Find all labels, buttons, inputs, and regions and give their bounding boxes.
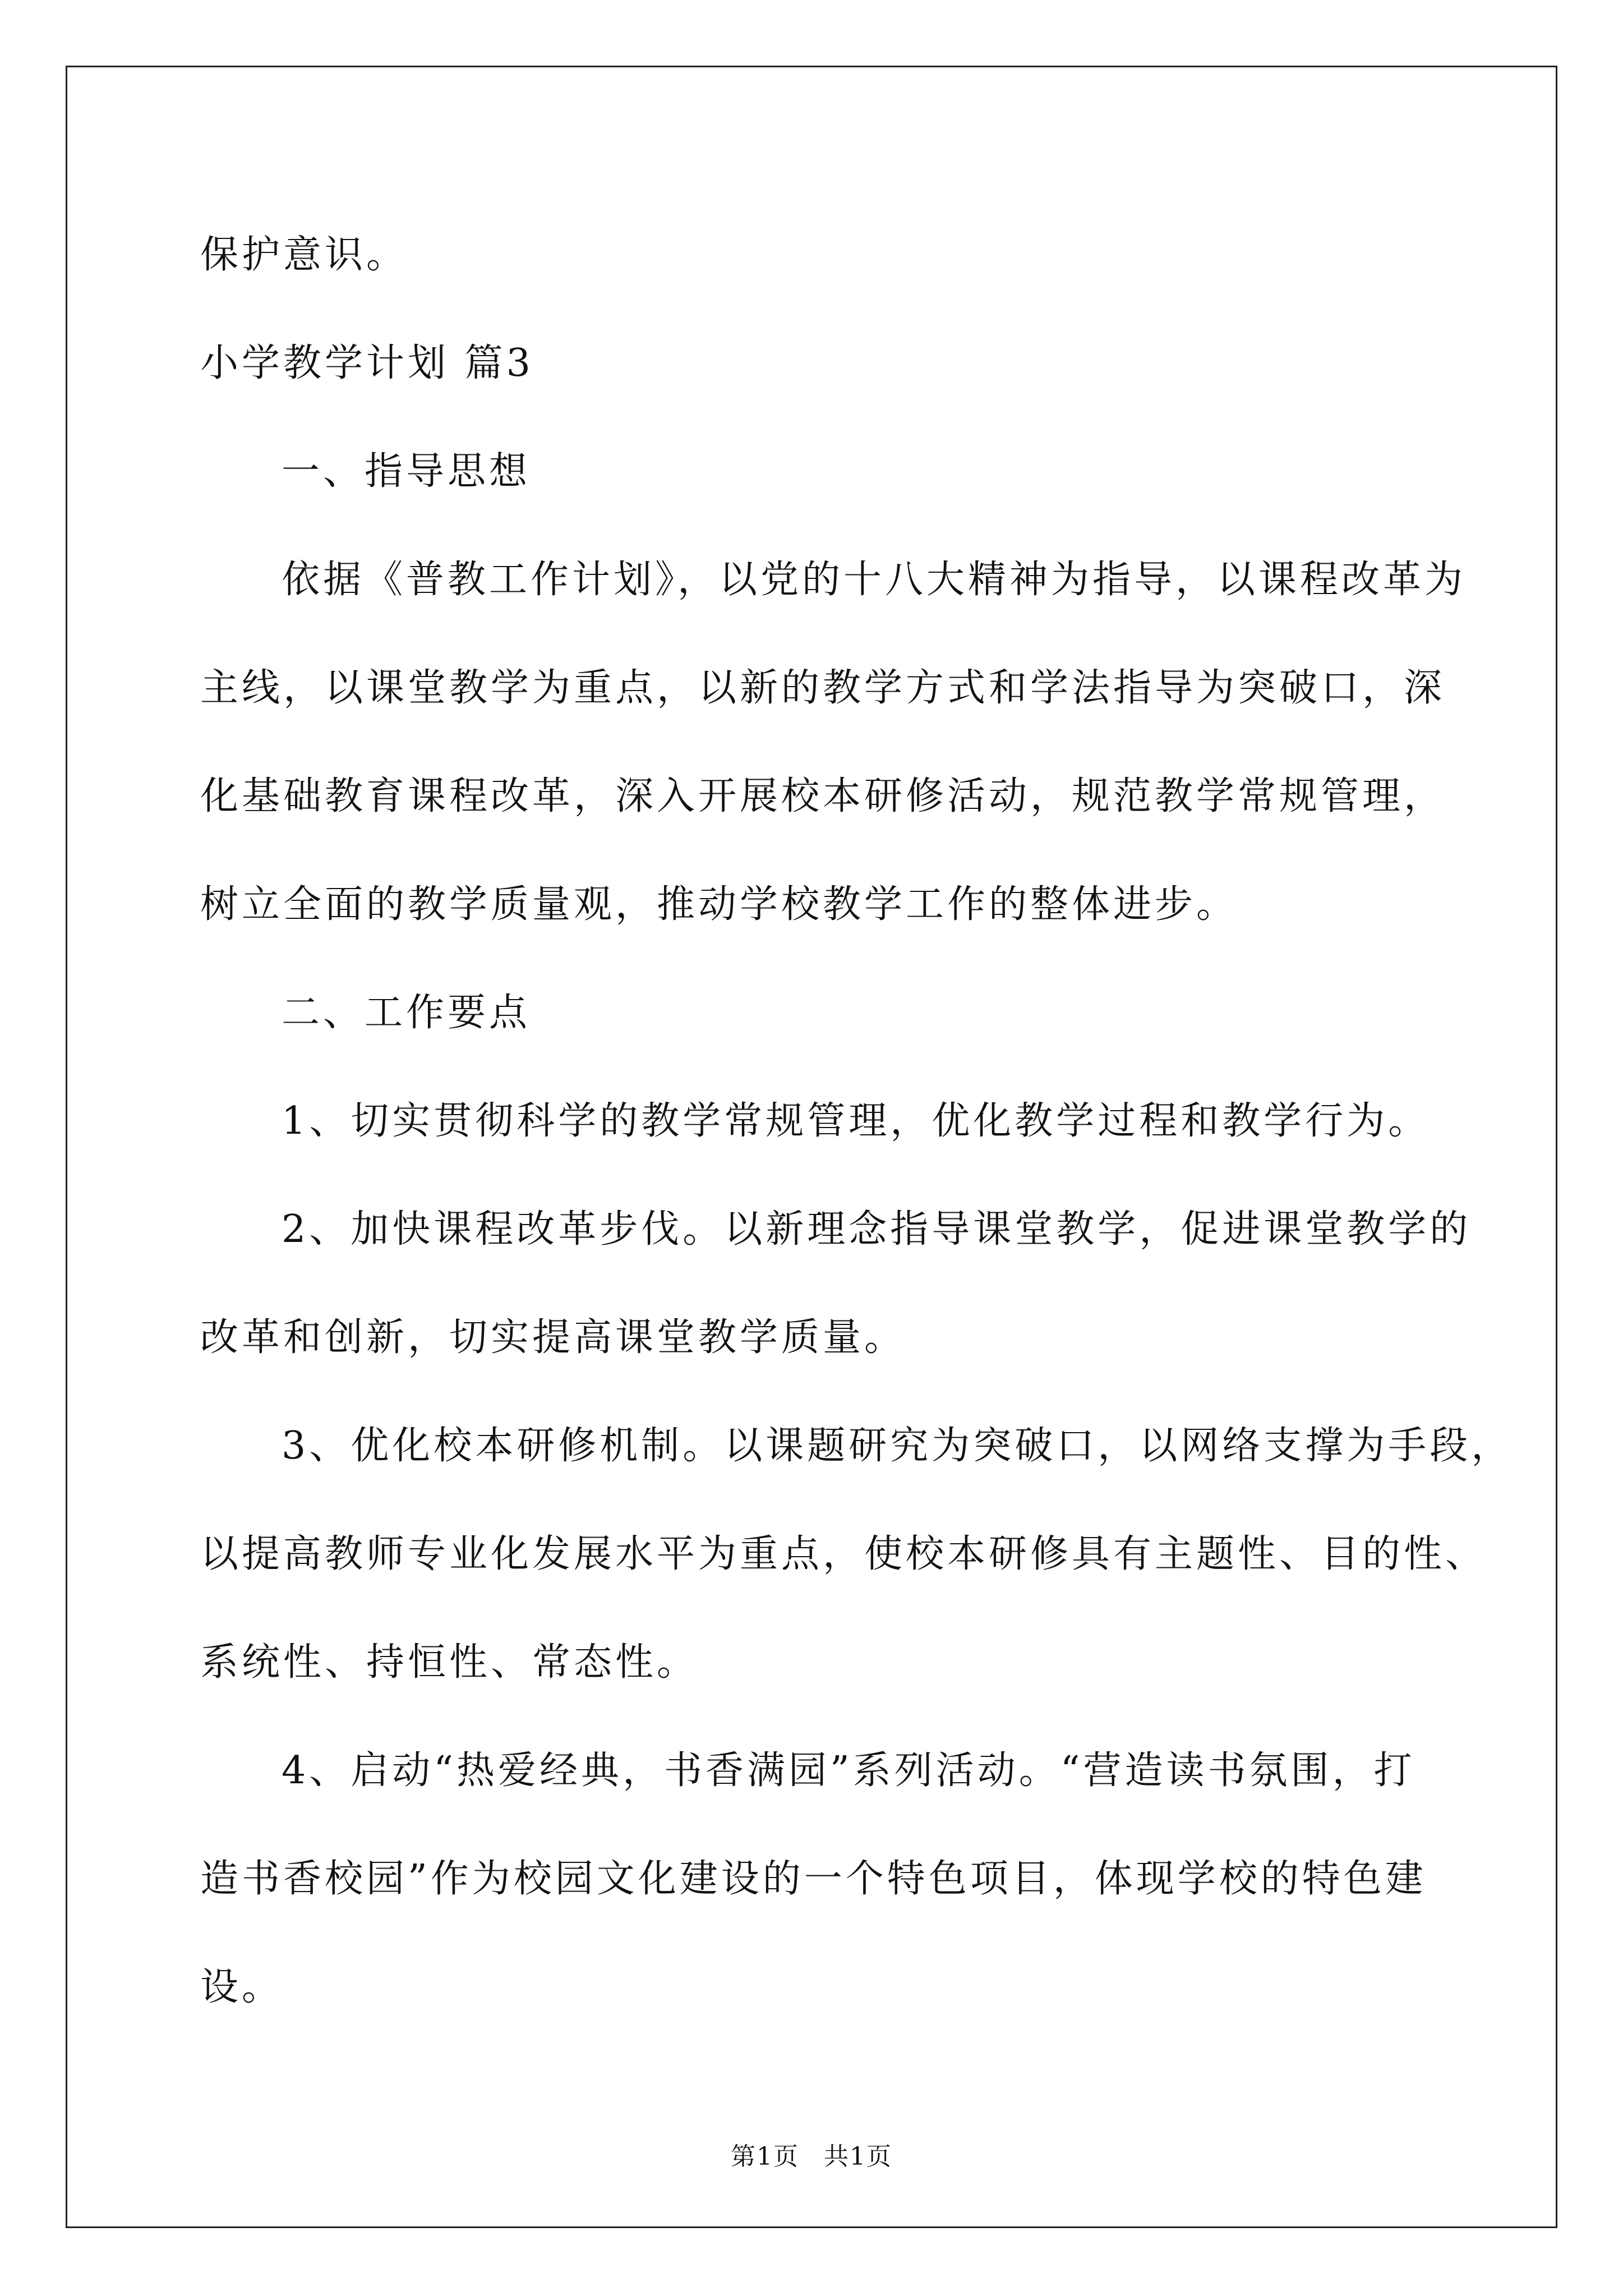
text-line: 二、工作要点 <box>282 991 531 1035</box>
text-line: 设。 <box>200 1965 284 2009</box>
text-line: 保护意识。 <box>200 233 408 277</box>
text-line: 2、加快课程改革步伐。以新理念指导课堂教学，促进课堂教学的 <box>282 1207 1472 1251</box>
text-line: 一、指导思想 <box>282 449 531 494</box>
text-line: 1、切实贯彻科学的教学常规管理，优化教学过程和教学行为。 <box>282 1099 1430 1143</box>
page-total: 共1页 <box>824 2142 892 2171</box>
text-line: 4、启动“热爱经典，书香满园”系列活动。“营造读书氛围，打 <box>282 1749 1415 1793</box>
text-line: 树立全面的教学质量观，推动学校教学工作的整体进步。 <box>200 882 1238 927</box>
text-line: 造书香校园”作为校园文化建设的一个特色项目，体现学校的特色建 <box>200 1857 1427 1901</box>
page-footer <box>0 2136 1623 2172</box>
page-number: 第1页 <box>731 2142 799 2171</box>
text-line: 主线，以课堂教学为重点，以新的教学方式和学法指导为突破口，深 <box>200 666 1446 710</box>
text-line: 系统性、持恒性、常态性。 <box>200 1640 699 1685</box>
text-line: 3、优化校本研修机制。以课题研究为突破口，以网络支撑为手段， <box>282 1424 1513 1468</box>
text-line: 依据《普教工作计划》，以党的十八大精神为指导，以课程改革为 <box>282 558 1467 602</box>
text-line: 小学教学计划 篇3 <box>200 341 534 385</box>
document-body <box>200 213 1513 2054</box>
text-line: 改革和创新，切实提高课堂教学质量。 <box>200 1315 906 1360</box>
text-line: 化基础教育课程改革，深入开展校本研修活动，规范教学常规管理， <box>200 774 1446 818</box>
text-line: 以提高教师专业化发展水平为重点，使校本研修具有主题性、目的性、 <box>200 1532 1487 1576</box>
